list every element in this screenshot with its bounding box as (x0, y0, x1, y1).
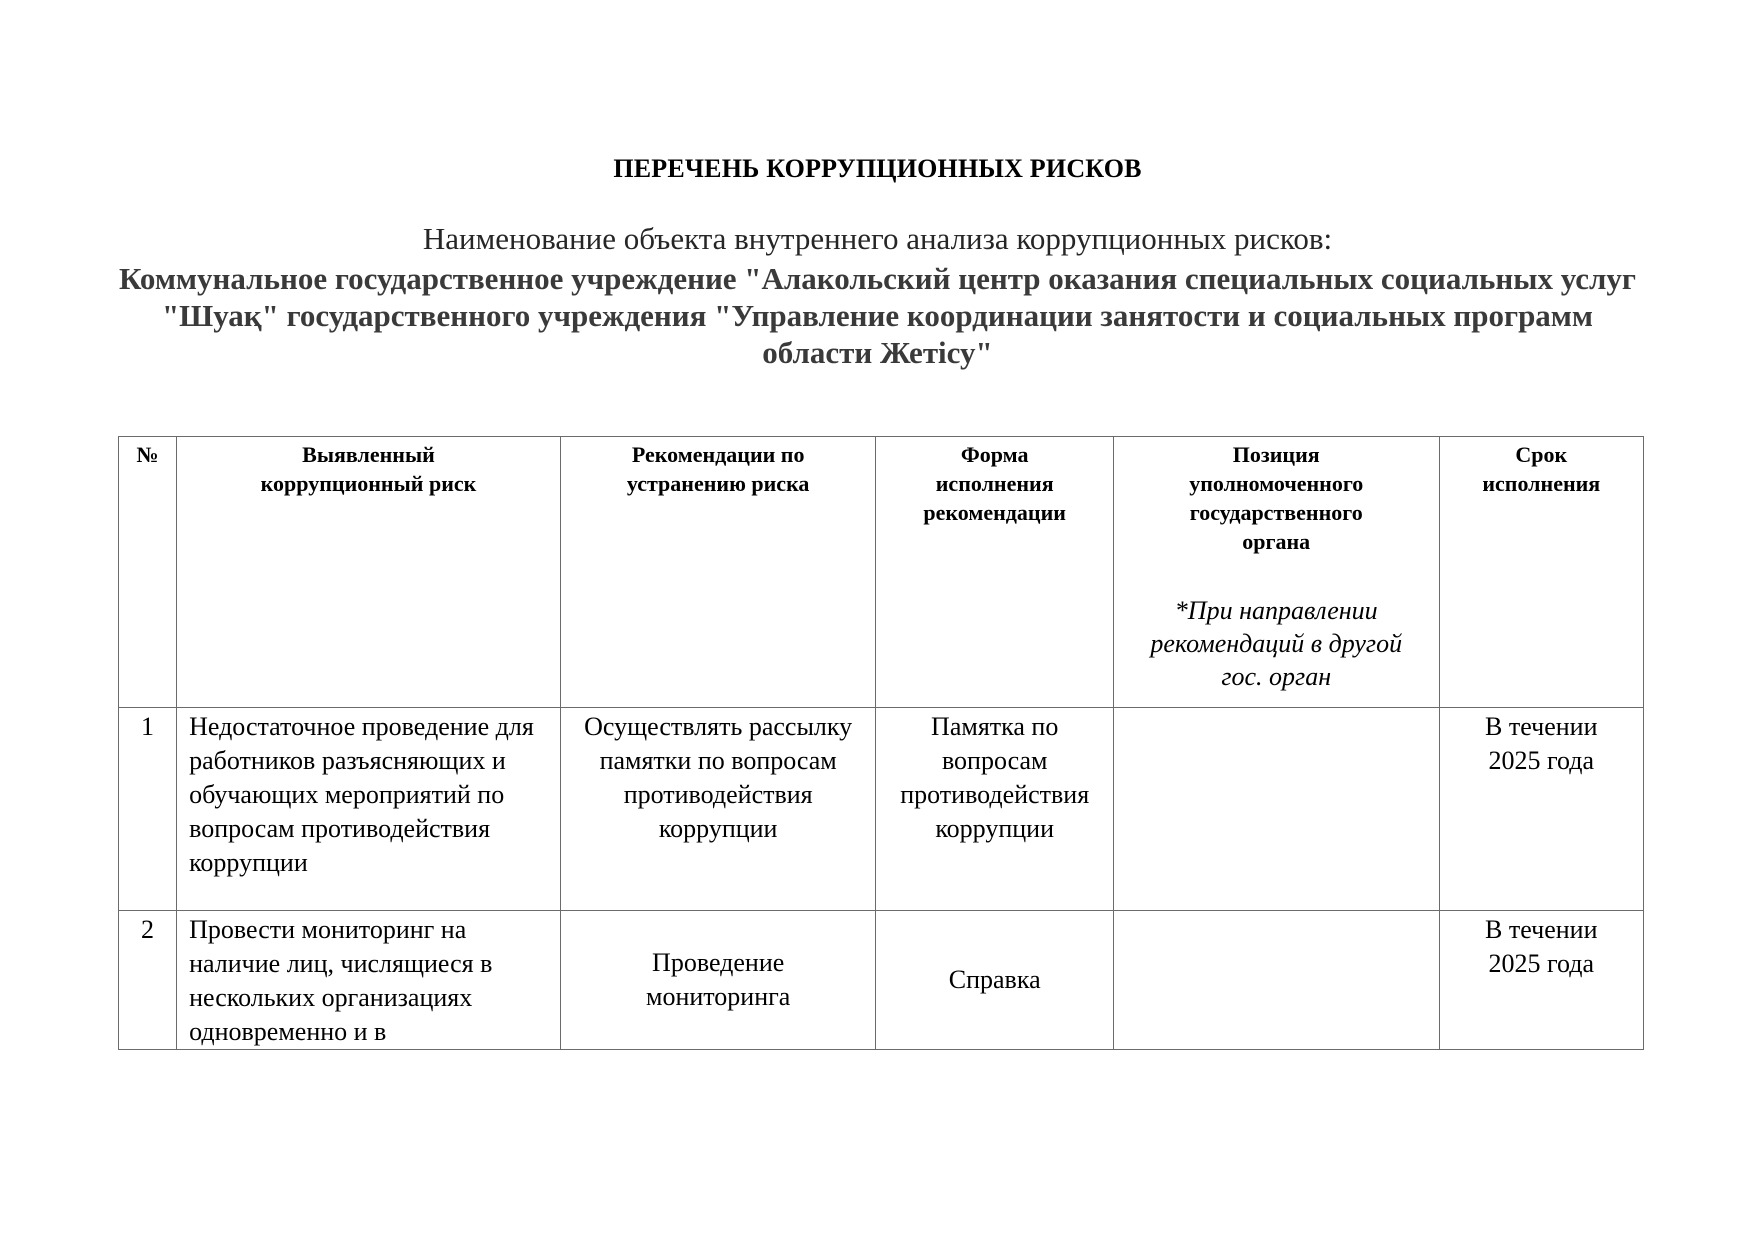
header-form-label: Форма исполнения рекомендации (923, 442, 1066, 525)
header-term (1439, 437, 1643, 708)
header-position-label: Позиция уполномоченного государственного органа (1189, 442, 1364, 554)
header-recommendation-label: Рекомендации по устранению риска (626, 442, 810, 496)
header-form (876, 437, 1113, 708)
subject-name: Коммунальное государственное учреждение "Алакольский центр оказания специальных социальных услуг "Шуақ" государственного учреждения "Управление координации занятости и социальных программ области Жетісу" (118, 261, 1637, 370)
table-header-row (119, 437, 1644, 708)
row-recommendation: Осуществлять рассылку памятки по вопросам противодействия коррупции (560, 708, 876, 911)
header-risk-label: Выявленный коррупционный риск (260, 442, 477, 496)
row-risk: Недостаточное проведение для работников разъясняющих и обучающих мероприятий по вопросам противодействия коррупции (177, 708, 561, 911)
row-form: Справка (876, 911, 1113, 1050)
header-num-label: № (136, 442, 159, 467)
header-position (1113, 437, 1439, 708)
row-num: 1 (119, 708, 177, 911)
row-position (1113, 911, 1439, 1050)
subject-label: Наименование объекта внутреннего анализа коррупционных рисков: (422, 221, 1333, 256)
document-title: ПЕРЕЧЕНЬ КОРРУПЦИОННЫХ РИСКОВ (613, 154, 1142, 183)
header-risk (177, 437, 561, 708)
row-form: Памятка по вопросам противодействия коррупции (876, 708, 1113, 911)
row-recommendation: Проведение мониторинга (560, 911, 876, 1050)
header-term-label: Срок исполнения (1482, 442, 1601, 496)
table-row (119, 911, 1644, 1050)
row-position (1113, 708, 1439, 911)
corruption-risks-table (118, 436, 1644, 1050)
row-num: 2 (119, 911, 177, 1050)
row-term: В течении 2025 года (1439, 911, 1643, 1050)
header-recommendation (560, 437, 876, 708)
row-term: В течении 2025 года (1439, 708, 1643, 911)
row-risk: Провести мониторинг на наличие лиц, числящиеся в нескольких организациях одновременно и в (177, 911, 561, 1050)
header-position-note: *При направлении рекомендаций в другой гос. орган (1150, 596, 1403, 691)
header-num (119, 437, 177, 708)
table-row (119, 708, 1644, 911)
